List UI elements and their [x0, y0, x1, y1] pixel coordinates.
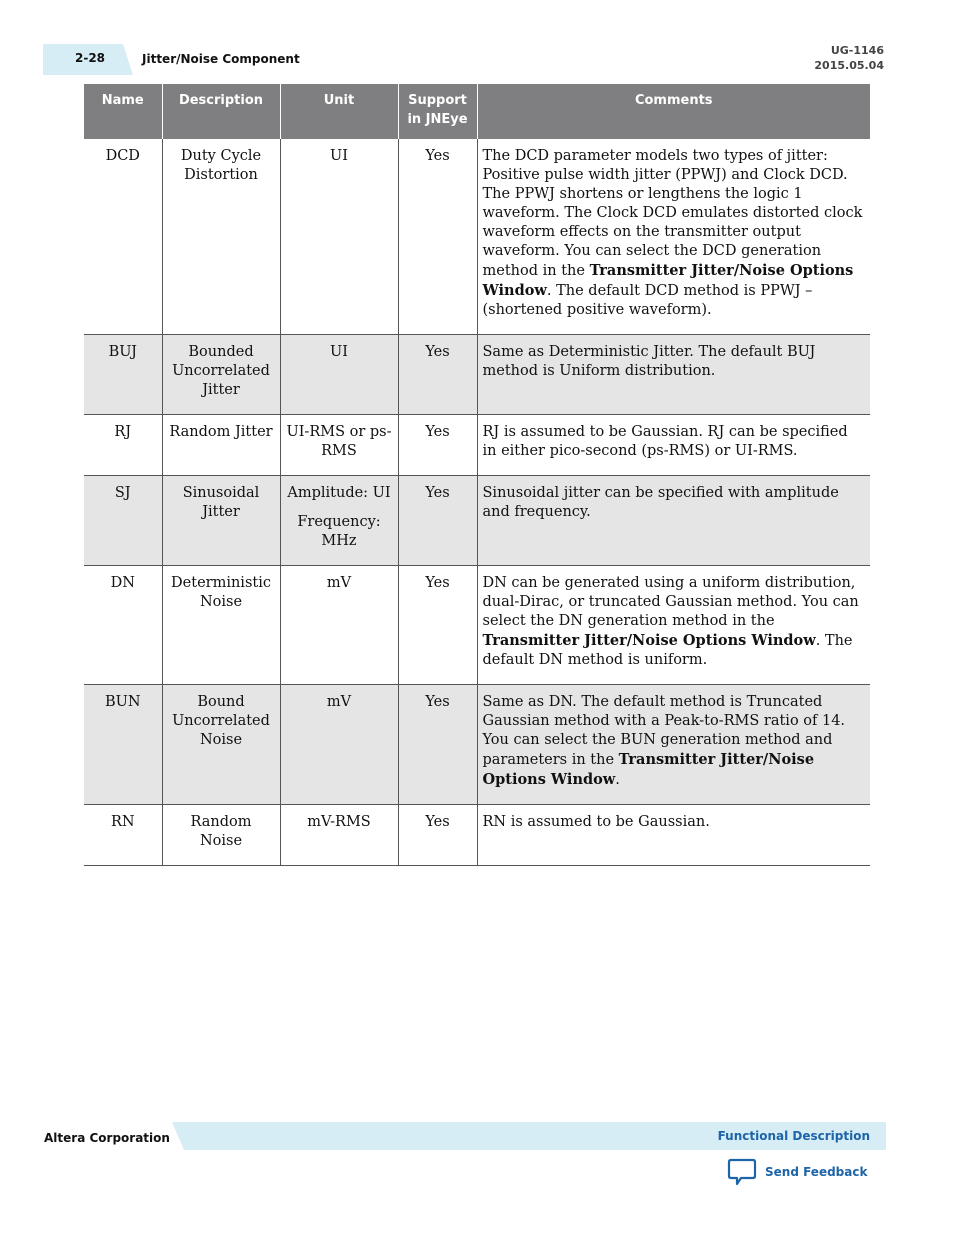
jitter-noise-parameter-table — [84, 84, 870, 866]
comment-text: Same as Deterministic Jitter. The default BUJ method is Uniform distribution. — [482, 344, 816, 379]
speech-bubble-icon — [727, 1158, 757, 1186]
send-feedback-button[interactable] — [727, 1158, 867, 1186]
column-header-name: Name — [84, 84, 162, 139]
cell-support: Yes — [398, 335, 477, 415]
unit-line: Amplitude: UI — [287, 485, 391, 501]
cell-description: Random Noise — [162, 805, 280, 866]
cell-name: RJ — [84, 415, 162, 476]
comment-text: . The default DN method is uniform. — [482, 633, 853, 668]
cell-support: Yes — [398, 566, 477, 685]
cell-name: DCD — [84, 139, 162, 335]
cell-description: Sinusoidal Jitter — [162, 476, 280, 566]
table-body — [84, 139, 870, 866]
cell-description: Bounded Uncorrelated Jitter — [162, 335, 280, 415]
table-row — [84, 335, 870, 415]
table-header-row — [84, 84, 870, 139]
document-id: UG-1146 — [830, 44, 884, 57]
cell-name: RN — [84, 805, 162, 866]
table-row — [84, 805, 870, 866]
document-meta — [814, 43, 884, 73]
functional-description-link[interactable]: Functional Description — [717, 1129, 870, 1143]
comment-text: . — [615, 772, 620, 788]
cell-description: Random Jitter — [162, 415, 280, 476]
cell-unit — [280, 685, 398, 805]
cell-name: SJ — [84, 476, 162, 566]
cell-comments — [477, 415, 870, 476]
cell-support: Yes — [398, 415, 477, 476]
cell-unit — [280, 415, 398, 476]
table-row — [84, 476, 870, 566]
unit-line: UI — [330, 148, 348, 164]
cell-unit — [280, 805, 398, 866]
comment-text: DN can be generated using a uniform distribution, dual-Dirac, or truncated Gaussian method. You can select the DN generation method in the — [482, 575, 859, 629]
cell-support: Yes — [398, 805, 477, 866]
page-number: 2-28 — [75, 51, 106, 65]
cell-description: Deterministic Noise — [162, 566, 280, 685]
comment-emphasis: Transmitter Jitter/Noise Options Window — [482, 262, 854, 299]
cell-comments — [477, 685, 870, 805]
document-date: 2015.05.04 — [814, 59, 884, 72]
company-name: Altera Corporation — [44, 1131, 170, 1145]
cell-unit — [280, 566, 398, 685]
send-feedback-label: Send Feedback — [765, 1165, 868, 1179]
comment-text: Sinusoidal jitter can be specified with amplitude and frequency. — [482, 485, 839, 520]
table-row — [84, 566, 870, 685]
cell-description: Duty Cycle Distortion — [162, 139, 280, 335]
comment-emphasis: Transmitter Jitter/Noise Options Window — [482, 632, 816, 649]
cell-comments — [477, 476, 870, 566]
cell-name: DN — [84, 566, 162, 685]
cell-name: BUJ — [84, 335, 162, 415]
table-row — [84, 685, 870, 805]
unit-line: mV — [326, 694, 352, 710]
cell-unit — [280, 139, 398, 335]
comment-text: RN is assumed to be Gaussian. — [482, 814, 710, 830]
cell-name: BUN — [84, 685, 162, 805]
unit-line: UI — [330, 344, 348, 360]
cell-comments — [477, 139, 870, 335]
cell-description: Bound Uncorrelated Noise — [162, 685, 280, 805]
cell-comments — [477, 335, 870, 415]
cell-unit — [280, 476, 398, 566]
column-header-support: Support in JNEye — [398, 84, 477, 139]
column-header-description: Description — [162, 84, 280, 139]
table-row — [84, 415, 870, 476]
cell-unit — [280, 335, 398, 415]
cell-comments — [477, 805, 870, 866]
column-header-comments: Comments — [477, 84, 870, 139]
comment-text: . The default DCD method is PPWJ – (shortened positive waveform). — [482, 283, 813, 318]
unit-line: Frequency: MHz — [297, 514, 381, 549]
section-title: Jitter/Noise Component — [142, 52, 300, 66]
table-row — [84, 139, 870, 335]
unit-line: UI-RMS or ps-RMS — [286, 424, 392, 459]
column-header-unit: Unit — [280, 84, 398, 139]
comment-text: The DCD parameter models two types of jitter: Positive pulse width jitter (PPWJ) and Clock DCD. The PPWJ shortens or lengthens the logic 1 waveform. The Clock DCD emulates distorted clock waveform effects on the transmitter output waveform. You can select the DCD generation method in the — [482, 148, 863, 279]
comment-emphasis: Transmitter Jitter/Noise Options Window — [482, 751, 815, 788]
cell-support: Yes — [398, 139, 477, 335]
cell-support: Yes — [398, 476, 477, 566]
cell-comments — [477, 566, 870, 685]
cell-support: Yes — [398, 685, 477, 805]
unit-line: mV-RMS — [307, 814, 371, 830]
comment-text: Same as DN. The default method is Truncated Gaussian method with a Peak-to-RMS ratio of 14. You can select the BUN generation method and parameters in the — [482, 694, 846, 768]
comment-text: RJ is assumed to be Gaussian. RJ can be specified in either pico-second (ps-RMS) or UI-RMS. — [482, 424, 848, 459]
unit-line: mV — [326, 575, 352, 591]
